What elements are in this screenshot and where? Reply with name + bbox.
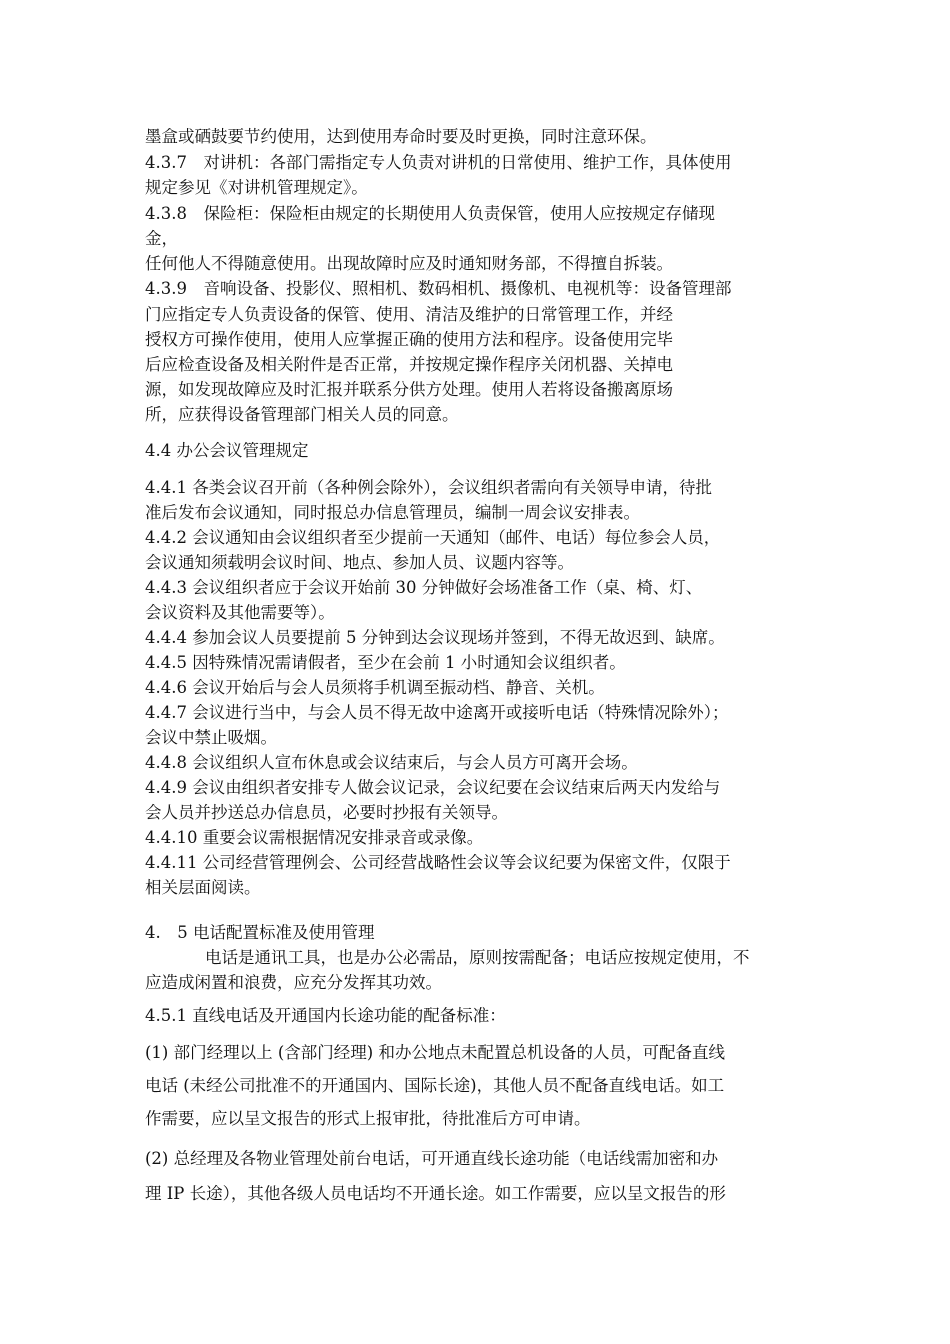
text-line: 4.4.7 会议进行当中，与会人员不得无故中途离开或接听电话（特殊情况除外）； [145,703,729,722]
section-heading: 4.4 办公会议管理规定 [145,441,309,460]
text-line: 相关层面阅读。 [145,878,261,897]
text-line: (2) 总经理及各物业管理处前台电话，可开通直线长途功能（电话线需加密和办 [145,1149,719,1168]
text-line: 墨盒或硒鼓要节约使用，达到使用寿命时要及时更换，同时注意环保。 [145,127,657,146]
text-line: 4.4.6 会议开始后与会人员须将手机调至振动档、静音、关机。 [145,678,605,697]
text-line: 作需要，应以呈文报告的形式上报审批，待批准后方可申请。 [145,1109,591,1128]
text-line: 电话 (未经公司批准不的开通国内、国际长途)，其他人员不配备直线电话。如工 [145,1076,725,1095]
text-line: 4.4.1 各类会议召开前（各种例会除外），会议组织者需向有关领导申请，待批 [145,478,712,497]
text-line: 4.3.8 保险柜：保险柜由规定的长期使用人负责保管，使用人应按规定存储现 [145,204,715,223]
text-line: 4.4.10 重要会议需根据情况安排录音或录像。 [145,828,484,847]
text-line: 4.4.9 会议由组织者安排专人做会议记录，会议纪要在会议结束后两天内发给与 [145,778,721,797]
text-line: 4.4.3 会议组织者应于会议开始前 30 分钟做好会场准备工作（桌、椅、灯、 [145,578,703,597]
text-line: 会人员并抄送总办信息员，必要时抄报有关领导。 [145,803,508,822]
subsection-heading: 4.5.1 直线电话及开通国内长途功能的配备标准： [145,1006,506,1025]
text-line: 应造成闲置和浪费，应充分发挥其功效。 [145,973,442,992]
text-line: 4.4.8 会议组织人宣布休息或会议结束后，与会人员方可离开会场。 [145,753,638,772]
text-line: 4.4.4 参加会议人员要提前 5 分钟到达会议现场并签到，不得无故迟到、缺席。 [145,628,725,647]
text-line: 4.3.7 对讲机：各部门需指定专人负责对讲机的日常使用、维护工作，具体使用 [145,153,732,172]
text-line: 后应检查设备及相关附件是否正常，并按规定操作程序关闭机器、关掉电 [145,355,673,374]
paragraph-first-line: 电话是通讯工具，也是办公必需品，原则按需配备；电话应按规定使用，不 [205,948,750,967]
text-line: 金， [145,229,178,248]
text-line: 授权方可操作使用，使用人应掌握正确的使用方法和程序。设备使用完毕 [145,330,673,349]
text-line: 4.4.11 公司经营管理例会、公司经营战略性会议等会议纪要为保密文件，仅限于 [145,853,731,872]
section-heading: 4. 5 电话配置标准及使用管理 [145,923,375,942]
text-line: 4.3.9 音响设备、投影仪、照相机、数码相机、摄像机、电视机等：设备管理部 [145,279,732,298]
text-line: 会议通知须载明会议时间、地点、参加人员、议题内容等。 [145,553,574,572]
text-line: 门应指定专人负责设备的保管、使用、清洁及维护的日常管理工作，并经 [145,305,673,324]
text-line: 4.4.5 因特殊情况需请假者，至少在会前 1 小时通知会议组织者。 [145,653,626,672]
text-line: 准后发布会议通知，同时报总办信息管理员，编制一周会议安排表。 [145,503,640,522]
text-line: 4.4.2 会议通知由会议组织者至少提前一天通知（邮件、电话）每位参会人员， [145,528,721,547]
text-line: 所，应获得设备管理部门相关人员的同意。 [145,405,459,424]
text-line: (1) 部门经理以上 (含部门经理) 和办公地点未配置总机设备的人员，可配备直线 [145,1043,725,1062]
text-line: 会议中禁止吸烟。 [145,728,277,747]
text-line: 源，如发现故障应及时汇报并联系分供方处理。使用人若将设备搬离原场 [145,380,673,399]
text-line: 任何他人不得随意使用。出现故障时应及时通知财务部，不得擅自拆装。 [145,254,673,273]
text-line: 会议资料及其他需要等）。 [145,603,335,622]
text-line: 规定参见《对讲机管理规定》。 [145,178,368,197]
text-line: 理 IP 长途），其他各级人员电话均不开通长途。如工作需要，应以呈文报告的形 [145,1184,726,1203]
